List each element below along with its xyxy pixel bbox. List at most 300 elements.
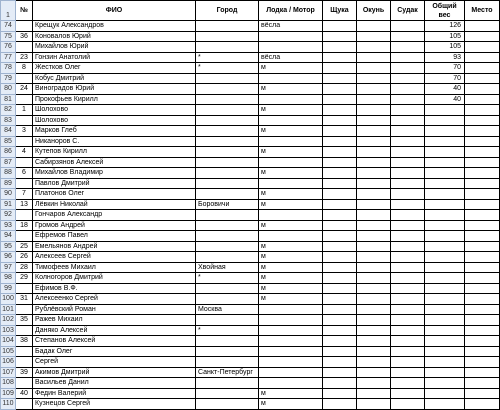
cell-weight[interactable] <box>425 399 465 410</box>
cell-weight[interactable]: 126 <box>425 21 465 32</box>
cell-perch[interactable] <box>357 378 391 389</box>
cell-city[interactable] <box>196 115 259 126</box>
cell-perch[interactable] <box>357 367 391 378</box>
cell-name[interactable]: Кобус Дмитрий <box>33 73 196 84</box>
cell-weight[interactable] <box>425 336 465 347</box>
cell-num[interactable] <box>16 115 33 126</box>
cell-name[interactable]: Емельянов Андрей <box>33 241 196 252</box>
cell-pike[interactable] <box>323 399 357 410</box>
cell-boat[interactable]: вёсла <box>259 52 323 63</box>
row-number[interactable]: 90 <box>1 189 16 200</box>
cell-city[interactable] <box>196 42 259 53</box>
cell-zander[interactable] <box>391 262 425 273</box>
cell-place[interactable] <box>465 294 500 305</box>
cell-zander[interactable] <box>391 325 425 336</box>
cell-place[interactable] <box>465 252 500 263</box>
cell-boat[interactable]: м <box>259 220 323 231</box>
cell-name[interactable]: Платонов Олег <box>33 189 196 200</box>
cell-num[interactable]: 31 <box>16 294 33 305</box>
cell-name[interactable]: Жестков Олег <box>33 63 196 74</box>
cell-place[interactable] <box>465 157 500 168</box>
cell-perch[interactable] <box>357 357 391 368</box>
cell-pike[interactable] <box>323 199 357 210</box>
cell-pike[interactable] <box>323 294 357 305</box>
cell-name[interactable]: Павлов Дмитрий <box>33 178 196 189</box>
cell-boat[interactable]: м <box>259 241 323 252</box>
row-number[interactable]: 86 <box>1 147 16 158</box>
cell-perch[interactable] <box>357 252 391 263</box>
cell-pike[interactable] <box>323 357 357 368</box>
cell-weight[interactable] <box>425 252 465 263</box>
cell-boat[interactable] <box>259 367 323 378</box>
col-header-name[interactable]: ФИО <box>33 1 196 21</box>
cell-name[interactable]: Крещук Александров <box>33 21 196 32</box>
cell-weight[interactable] <box>425 105 465 116</box>
cell-weight[interactable] <box>425 315 465 326</box>
row-number[interactable]: 84 <box>1 126 16 137</box>
cell-boat[interactable]: м <box>259 262 323 273</box>
cell-place[interactable] <box>465 220 500 231</box>
cell-num[interactable]: 28 <box>16 262 33 273</box>
cell-name[interactable]: Ражев Михаил <box>33 315 196 326</box>
cell-zander[interactable] <box>391 388 425 399</box>
cell-place[interactable] <box>465 73 500 84</box>
cell-place[interactable] <box>465 241 500 252</box>
cell-perch[interactable] <box>357 147 391 158</box>
cell-city[interactable] <box>196 147 259 158</box>
cell-zander[interactable] <box>391 252 425 263</box>
cell-weight[interactable]: 105 <box>425 31 465 42</box>
cell-zander[interactable] <box>391 73 425 84</box>
cell-city[interactable] <box>196 31 259 42</box>
cell-boat[interactable]: м <box>259 252 323 263</box>
cell-name[interactable]: Михайлов Владимир <box>33 168 196 179</box>
cell-num[interactable] <box>16 231 33 242</box>
cell-city[interactable] <box>196 105 259 116</box>
cell-zander[interactable] <box>391 147 425 158</box>
cell-city[interactable] <box>196 157 259 168</box>
row-number[interactable]: 75 <box>1 31 16 42</box>
cell-zander[interactable] <box>391 63 425 74</box>
cell-weight[interactable] <box>425 168 465 179</box>
cell-city[interactable] <box>196 346 259 357</box>
cell-pike[interactable] <box>323 147 357 158</box>
cell-zander[interactable] <box>391 357 425 368</box>
cell-num[interactable] <box>16 73 33 84</box>
cell-zander[interactable] <box>391 231 425 242</box>
col-header-weight[interactable]: Общий вес <box>425 1 465 21</box>
cell-perch[interactable] <box>357 126 391 137</box>
cell-num[interactable]: 40 <box>16 388 33 399</box>
cell-pike[interactable] <box>323 241 357 252</box>
cell-zander[interactable] <box>391 168 425 179</box>
cell-pike[interactable] <box>323 367 357 378</box>
cell-perch[interactable] <box>357 157 391 168</box>
cell-zander[interactable] <box>391 178 425 189</box>
row-number[interactable]: 96 <box>1 252 16 263</box>
cell-num[interactable]: 26 <box>16 252 33 263</box>
cell-zander[interactable] <box>391 94 425 105</box>
row-number[interactable]: 76 <box>1 42 16 53</box>
row-number[interactable]: 88 <box>1 168 16 179</box>
cell-weight[interactable] <box>425 378 465 389</box>
row-number[interactable]: 104 <box>2 337 14 344</box>
row-number[interactable]: 91 <box>1 199 16 210</box>
cell-boat[interactable]: вёсла <box>259 21 323 32</box>
cell-perch[interactable] <box>357 388 391 399</box>
cell-weight[interactable]: 70 <box>425 63 465 74</box>
cell-zander[interactable] <box>391 199 425 210</box>
cell-place[interactable] <box>465 136 500 147</box>
cell-place[interactable] <box>465 231 500 242</box>
cell-city[interactable] <box>196 241 259 252</box>
cell-boat[interactable]: м <box>259 199 323 210</box>
row-number[interactable]: 97 <box>1 262 16 273</box>
cell-name[interactable]: Никаноров С. <box>33 136 196 147</box>
row-number[interactable]: 79 <box>1 73 16 84</box>
cell-pike[interactable] <box>323 63 357 74</box>
cell-place[interactable] <box>465 84 500 95</box>
cell-place[interactable] <box>465 346 500 357</box>
cell-perch[interactable] <box>357 21 391 32</box>
cell-boat[interactable] <box>259 304 323 315</box>
cell-boat[interactable]: м <box>259 399 323 410</box>
row-number[interactable]: 89 <box>1 178 16 189</box>
cell-weight[interactable] <box>425 241 465 252</box>
cell-boat[interactable]: м <box>259 126 323 137</box>
row-number[interactable]: 107 <box>2 368 14 376</box>
cell-pike[interactable] <box>323 252 357 263</box>
cell-city[interactable]: * <box>196 273 259 284</box>
cell-weight[interactable] <box>425 367 465 378</box>
cell-num[interactable] <box>16 157 33 168</box>
cell-city[interactable]: Хвойная <box>196 262 259 273</box>
cell-weight[interactable] <box>425 294 465 305</box>
row-number[interactable]: 82 <box>1 105 16 116</box>
cell-num[interactable]: 7 <box>16 189 33 200</box>
cell-zander[interactable] <box>391 21 425 32</box>
cell-perch[interactable] <box>357 178 391 189</box>
cell-num[interactable] <box>16 378 33 389</box>
cell-boat[interactable] <box>259 336 323 347</box>
cell-weight[interactable] <box>425 136 465 147</box>
cell-name[interactable]: Ефимов В.Ф. <box>33 283 196 294</box>
cell-num[interactable] <box>16 399 33 410</box>
row-number[interactable]: 87 <box>1 157 16 168</box>
row-number[interactable]: 78 <box>1 63 16 74</box>
cell-boat[interactable]: м <box>259 283 323 294</box>
cell-perch[interactable] <box>357 63 391 74</box>
cell-name[interactable]: Гонзин Анатолий <box>33 52 196 63</box>
cell-perch[interactable] <box>357 241 391 252</box>
col-header-zander[interactable]: Судак <box>391 1 425 21</box>
cell-city[interactable] <box>196 21 259 32</box>
cell-weight[interactable]: 93 <box>425 52 465 63</box>
row-number[interactable]: 92 <box>1 210 16 221</box>
cell-place[interactable] <box>465 42 500 53</box>
cell-num[interactable]: 35 <box>16 315 33 326</box>
cell-perch[interactable] <box>357 84 391 95</box>
cell-pike[interactable] <box>323 42 357 53</box>
cell-place[interactable] <box>465 357 500 368</box>
cell-weight[interactable] <box>425 325 465 336</box>
cell-city[interactable] <box>196 378 259 389</box>
row-number[interactable]: 99 <box>1 283 16 294</box>
cell-boat[interactable] <box>259 136 323 147</box>
cell-zander[interactable] <box>391 31 425 42</box>
cell-pike[interactable] <box>323 126 357 137</box>
cell-boat[interactable] <box>259 346 323 357</box>
cell-zander[interactable] <box>391 399 425 410</box>
cell-perch[interactable] <box>357 283 391 294</box>
cell-place[interactable] <box>465 367 500 378</box>
cell-place[interactable] <box>465 63 500 74</box>
cell-perch[interactable] <box>357 94 391 105</box>
cell-pike[interactable] <box>323 31 357 42</box>
cell-pike[interactable] <box>323 346 357 357</box>
cell-place[interactable] <box>465 147 500 158</box>
cell-num[interactable] <box>16 94 33 105</box>
cell-weight[interactable]: 40 <box>425 94 465 105</box>
cell-weight[interactable] <box>425 178 465 189</box>
cell-boat[interactable] <box>259 94 323 105</box>
cell-pike[interactable] <box>323 273 357 284</box>
cell-perch[interactable] <box>357 273 391 284</box>
cell-zander[interactable] <box>391 241 425 252</box>
cell-city[interactable] <box>196 73 259 84</box>
cell-boat[interactable]: м <box>259 105 323 116</box>
cell-pike[interactable] <box>323 210 357 221</box>
cell-name[interactable]: Прокофьев Кирилл <box>33 94 196 105</box>
cell-zander[interactable] <box>391 378 425 389</box>
cell-pike[interactable] <box>323 315 357 326</box>
cell-perch[interactable] <box>357 31 391 42</box>
cell-place[interactable] <box>465 273 500 284</box>
cell-pike[interactable] <box>323 73 357 84</box>
cell-zander[interactable] <box>391 126 425 137</box>
cell-city[interactable]: Санкт-Петербург <box>196 367 259 378</box>
cell-city[interactable] <box>196 168 259 179</box>
cell-num[interactable] <box>16 357 33 368</box>
cell-pike[interactable] <box>323 189 357 200</box>
cell-boat[interactable] <box>259 378 323 389</box>
col-header-perch[interactable]: Окунь <box>357 1 391 21</box>
cell-name[interactable]: Рублёвский Роман <box>33 304 196 315</box>
row-number[interactable]: 100 <box>2 295 14 302</box>
cell-num[interactable]: 23 <box>16 52 33 63</box>
cell-boat[interactable] <box>259 31 323 42</box>
cell-weight[interactable] <box>425 304 465 315</box>
cell-place[interactable] <box>465 283 500 294</box>
cell-city[interactable] <box>196 178 259 189</box>
row-number[interactable]: 101 <box>2 305 14 313</box>
cell-pike[interactable] <box>323 325 357 336</box>
cell-name[interactable]: Сергей <box>33 357 196 368</box>
cell-perch[interactable] <box>357 304 391 315</box>
cell-zander[interactable] <box>391 136 425 147</box>
cell-boat[interactable] <box>259 315 323 326</box>
cell-num[interactable]: 13 <box>16 199 33 210</box>
row-number[interactable]: 77 <box>1 52 16 63</box>
cell-pike[interactable] <box>323 178 357 189</box>
cell-perch[interactable] <box>357 399 391 410</box>
cell-perch[interactable] <box>357 231 391 242</box>
cell-num[interactable]: 29 <box>16 273 33 284</box>
cell-pike[interactable] <box>323 94 357 105</box>
cell-weight[interactable] <box>425 283 465 294</box>
cell-boat[interactable]: м <box>259 63 323 74</box>
cell-perch[interactable] <box>357 73 391 84</box>
cell-zander[interactable] <box>391 220 425 231</box>
cell-perch[interactable] <box>357 220 391 231</box>
cell-num[interactable]: 39 <box>16 367 33 378</box>
row-number[interactable]: 74 <box>1 21 16 32</box>
cell-perch[interactable] <box>357 105 391 116</box>
cell-city[interactable]: Боровичи <box>196 199 259 210</box>
cell-weight[interactable] <box>425 199 465 210</box>
cell-pike[interactable] <box>323 378 357 389</box>
cell-name[interactable]: Виноградов Юрий <box>33 84 196 95</box>
cell-name[interactable]: Шолохово <box>33 105 196 116</box>
cell-zander[interactable] <box>391 294 425 305</box>
cell-num[interactable] <box>16 178 33 189</box>
cell-city[interactable] <box>196 315 259 326</box>
cell-boat[interactable] <box>259 357 323 368</box>
cell-place[interactable] <box>465 31 500 42</box>
cell-city[interactable] <box>196 189 259 200</box>
cell-num[interactable]: 8 <box>16 63 33 74</box>
cell-name[interactable]: Кутепов Кирилл <box>33 147 196 158</box>
row-number[interactable]: 81 <box>1 94 16 105</box>
cell-perch[interactable] <box>357 189 391 200</box>
cell-pike[interactable] <box>323 283 357 294</box>
cell-num[interactable]: 18 <box>16 220 33 231</box>
cell-perch[interactable] <box>357 315 391 326</box>
cell-num[interactable] <box>16 346 33 357</box>
cell-pike[interactable] <box>323 84 357 95</box>
cell-weight[interactable]: 70 <box>425 73 465 84</box>
cell-place[interactable] <box>465 178 500 189</box>
cell-city[interactable] <box>196 84 259 95</box>
cell-city[interactable] <box>196 220 259 231</box>
cell-zander[interactable] <box>391 157 425 168</box>
cell-num[interactable]: 24 <box>16 84 33 95</box>
cell-pike[interactable] <box>323 304 357 315</box>
cell-place[interactable] <box>465 336 500 347</box>
cell-zander[interactable] <box>391 346 425 357</box>
cell-name[interactable]: Федин Валерий <box>33 388 196 399</box>
cell-pike[interactable] <box>323 336 357 347</box>
cell-name[interactable]: Даняко Алексей <box>33 325 196 336</box>
cell-pike[interactable] <box>323 157 357 168</box>
cell-pike[interactable] <box>323 105 357 116</box>
cell-pike[interactable] <box>323 115 357 126</box>
cell-place[interactable] <box>465 304 500 315</box>
cell-boat[interactable] <box>259 42 323 53</box>
cell-num[interactable] <box>16 136 33 147</box>
row-number[interactable]: 80 <box>1 84 16 95</box>
cell-place[interactable] <box>465 399 500 410</box>
cell-city[interactable] <box>196 357 259 368</box>
cell-pike[interactable] <box>323 52 357 63</box>
cell-city[interactable] <box>196 399 259 410</box>
cell-boat[interactable] <box>259 178 323 189</box>
cell-name[interactable]: Шолохово <box>33 115 196 126</box>
row-number[interactable]: 108 <box>2 379 14 386</box>
cell-perch[interactable] <box>357 210 391 221</box>
cell-city[interactable] <box>196 294 259 305</box>
cell-city[interactable]: * <box>196 52 259 63</box>
cell-name[interactable]: Алексеенко Сергей <box>33 294 196 305</box>
cell-city[interactable] <box>196 231 259 242</box>
cell-name[interactable]: Ефремов Павел <box>33 231 196 242</box>
row-number[interactable]: 110 <box>2 400 14 407</box>
row-number[interactable]: 109 <box>2 389 14 397</box>
row-number[interactable]: 106 <box>2 358 14 365</box>
cell-boat[interactable] <box>259 73 323 84</box>
cell-place[interactable] <box>465 315 500 326</box>
cell-place[interactable] <box>465 199 500 210</box>
cell-pike[interactable] <box>323 231 357 242</box>
cell-name[interactable]: Колногоров Дмитрий <box>33 273 196 284</box>
row-number[interactable]: 83 <box>1 115 16 126</box>
row-number[interactable]: 1 <box>1 1 16 21</box>
cell-city[interactable] <box>196 283 259 294</box>
cell-weight[interactable] <box>425 189 465 200</box>
cell-name[interactable]: Степанов Алексей <box>33 336 196 347</box>
cell-num[interactable]: 4 <box>16 147 33 158</box>
cell-num[interactable]: 3 <box>16 126 33 137</box>
cell-perch[interactable] <box>357 168 391 179</box>
cell-zander[interactable] <box>391 189 425 200</box>
cell-num[interactable] <box>16 304 33 315</box>
cell-perch[interactable] <box>357 262 391 273</box>
cell-weight[interactable] <box>425 115 465 126</box>
col-header-boat[interactable]: Лодка / Мотор <box>259 1 323 21</box>
cell-zander[interactable] <box>391 105 425 116</box>
cell-weight[interactable] <box>425 157 465 168</box>
cell-num[interactable]: 1 <box>16 105 33 116</box>
cell-name[interactable]: Алексеев Сергей <box>33 252 196 263</box>
cell-name[interactable]: Громов Андрей <box>33 220 196 231</box>
cell-zander[interactable] <box>391 336 425 347</box>
cell-boat[interactable]: м <box>259 273 323 284</box>
cell-city[interactable]: * <box>196 63 259 74</box>
cell-pike[interactable] <box>323 388 357 399</box>
cell-weight[interactable] <box>425 220 465 231</box>
row-number[interactable]: 103 <box>2 326 14 334</box>
cell-perch[interactable] <box>357 115 391 126</box>
cell-city[interactable] <box>196 388 259 399</box>
cell-pike[interactable] <box>323 220 357 231</box>
col-header-num[interactable]: № <box>16 1 33 21</box>
cell-place[interactable] <box>465 105 500 116</box>
cell-name[interactable]: Марков Глеб <box>33 126 196 137</box>
row-number[interactable]: 102 <box>2 316 14 323</box>
cell-zander[interactable] <box>391 283 425 294</box>
cell-place[interactable] <box>465 378 500 389</box>
cell-city[interactable]: * <box>196 325 259 336</box>
cell-boat[interactable]: м <box>259 147 323 158</box>
cell-boat[interactable]: м <box>259 168 323 179</box>
cell-boat[interactable] <box>259 325 323 336</box>
cell-boat[interactable]: м <box>259 294 323 305</box>
cell-zander[interactable] <box>391 210 425 221</box>
cell-perch[interactable] <box>357 136 391 147</box>
cell-name[interactable]: Сабирзянов Алексей <box>33 157 196 168</box>
cell-zander[interactable] <box>391 42 425 53</box>
cell-num[interactable]: 38 <box>16 336 33 347</box>
